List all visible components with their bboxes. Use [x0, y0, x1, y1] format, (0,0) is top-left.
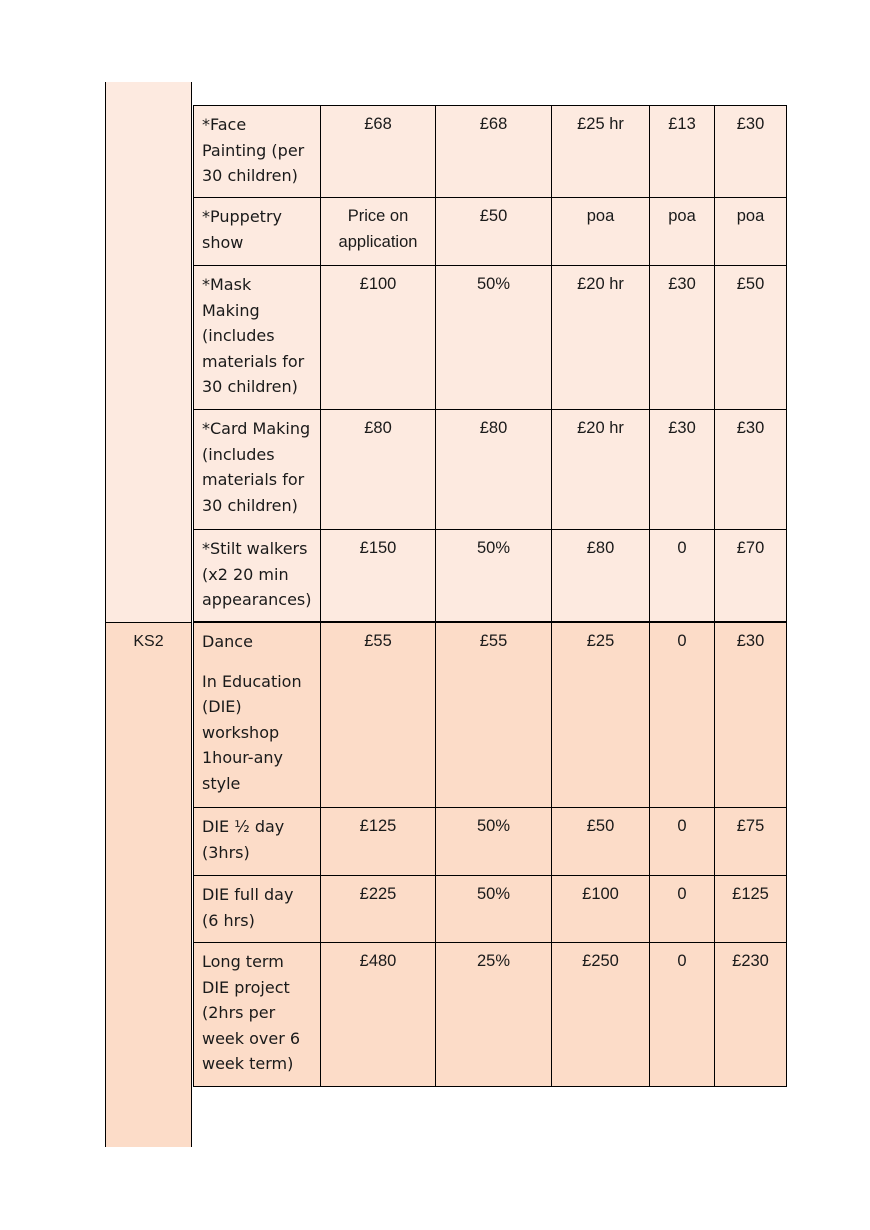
- price-cell: poa: [650, 198, 715, 266]
- price-cell: £70: [715, 530, 787, 622]
- price-cell: 0: [650, 943, 715, 1087]
- price-cell: £68: [321, 105, 436, 198]
- price-cell: £55: [321, 621, 436, 808]
- activity-cell: [193, 621, 321, 808]
- activity-text: Dance: [202, 632, 253, 651]
- activity-text: *Card Making (includes materials for 30 children): [202, 419, 311, 515]
- price-cell: £25 hr: [552, 105, 650, 198]
- price-cell: £50: [552, 808, 650, 876]
- price-cell: 50%: [436, 266, 552, 410]
- price-cell: £230: [715, 943, 787, 1087]
- price-cell: poa: [552, 198, 650, 266]
- table-row: [193, 808, 787, 876]
- price-cell: £50: [436, 198, 552, 266]
- table-row: [193, 410, 787, 530]
- table-row: [193, 943, 787, 1087]
- activity-text: In Education (DIE) workshop 1hour-any style: [202, 671, 302, 793]
- activity-cell: [193, 105, 321, 198]
- price-cell: poa: [715, 198, 787, 266]
- price-cell: £13: [650, 105, 715, 198]
- table-row: [193, 266, 787, 410]
- price-cell: 50%: [436, 876, 552, 943]
- activity-cell: [193, 943, 321, 1087]
- price-cell: £75: [715, 808, 787, 876]
- price-cell: £80: [552, 530, 650, 622]
- price-cell: 25%: [436, 943, 552, 1087]
- price-cell: £25: [552, 621, 650, 808]
- activity-text: *Mask Making (includes materials for 30 children): [202, 275, 305, 397]
- activity-cell: [193, 266, 321, 410]
- key-stage-label: KS2: [133, 633, 164, 650]
- price-cell: £125: [715, 876, 787, 943]
- price-cell: £100: [321, 266, 436, 410]
- price-cell: £20 hr: [552, 266, 650, 410]
- price-cell: £125: [321, 808, 436, 876]
- table-row: [193, 198, 787, 266]
- table-row: [193, 105, 787, 198]
- table-row: [193, 876, 787, 943]
- price-cell: 0: [650, 876, 715, 943]
- price-cell: £30: [715, 105, 787, 198]
- price-cell: £225: [321, 876, 436, 943]
- price-cell: 0: [650, 530, 715, 622]
- price-cell: 50%: [436, 808, 552, 876]
- price-cell: Price on application: [321, 198, 436, 266]
- key-stage-column-ks2: [105, 622, 192, 1147]
- key-stage-column-upper: [105, 82, 192, 622]
- price-cell: £50: [715, 266, 787, 410]
- price-cell: £30: [715, 410, 787, 530]
- activity-text: DIE ½ day (3hrs): [202, 817, 285, 862]
- price-cell: £80: [321, 410, 436, 530]
- price-cell: £68: [436, 105, 552, 198]
- activity-cell: [193, 410, 321, 530]
- activity-cell: [193, 198, 321, 266]
- activity-text: *Face Painting (per 30 children): [202, 115, 305, 186]
- price-cell: £150: [321, 530, 436, 622]
- price-cell: £30: [650, 410, 715, 530]
- price-cell: £100: [552, 876, 650, 943]
- activity-text: *Stilt walkers (x2 20 min appearances): [202, 539, 312, 610]
- activity-text: *Puppetry show: [202, 207, 282, 252]
- price-cell: £80: [436, 410, 552, 530]
- activity-cell: [193, 876, 321, 943]
- price-cell: £55: [436, 621, 552, 808]
- table-row: [193, 530, 787, 622]
- price-cell: £480: [321, 943, 436, 1087]
- price-cell: £250: [552, 943, 650, 1087]
- price-cell: 0: [650, 621, 715, 808]
- price-cell: 0: [650, 808, 715, 876]
- price-cell: 50%: [436, 530, 552, 622]
- table-row: [193, 621, 787, 808]
- activity-text: Long term DIE project (2hrs per week over 6 week term): [202, 952, 301, 1074]
- price-cell: £20 hr: [552, 410, 650, 530]
- activity-cell: [193, 530, 321, 622]
- price-cell: £30: [650, 266, 715, 410]
- activity-cell: [193, 808, 321, 876]
- price-cell: £30: [715, 621, 787, 808]
- activity-text: DIE full day (6 hrs): [202, 885, 294, 930]
